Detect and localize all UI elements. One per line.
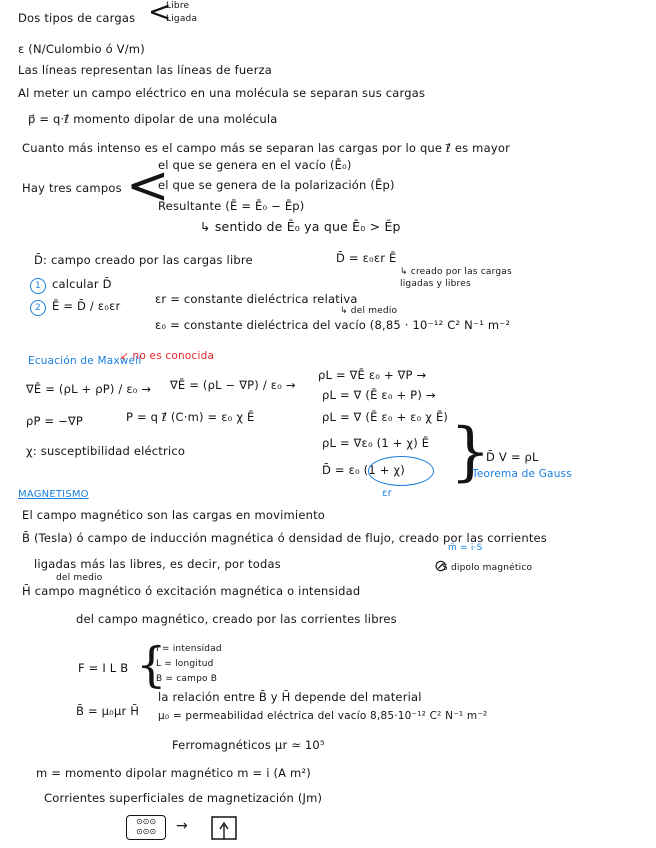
- medium-small-note: del medio: [56, 573, 103, 583]
- material-relation-line: la relación entre B̄ y H̄ depende del material: [158, 690, 422, 704]
- charge-types-brace: <: [148, 0, 172, 28]
- displacement-note: ↳ creado por las cargas ligadas y libres: [400, 267, 512, 289]
- ferromagnetic-line: Ferromagnéticos μr ≃ 10⁵: [172, 738, 325, 752]
- field-units-line: ε (N/Culombio ó V/m): [18, 42, 145, 56]
- step-1-text: calcular D̄: [52, 277, 112, 291]
- force-eq: F = I L B: [78, 661, 129, 675]
- step-1-line: [30, 277, 112, 294]
- field-lines-line: Las líneas representan las líneas de fuerza: [18, 63, 272, 77]
- h-field-source-line: del campo magnético, creado por las corrientes libres: [76, 612, 397, 626]
- step-2-text: Ē = D̄ / ε₀εr: [52, 299, 121, 313]
- force-intensity: I = intensidad: [156, 644, 222, 654]
- magnetic-induction-line: B̄ (Tesla) ó campo de inducción magnética ó densidad de flujo, creado por las corrientes: [22, 531, 547, 545]
- gauss-eq: D̄ V = ρL: [486, 450, 539, 464]
- free-charge-eq-4: ρL = ∇ε₀ (1 + χ) Ē: [322, 436, 430, 450]
- charge-free-label: Libre: [166, 1, 190, 11]
- free-charge-eq-2: ρL = ∇ (Ē ε₀ + P) →: [322, 388, 436, 402]
- force-length: L = longitud: [156, 659, 214, 669]
- surface-current-loop-icon: [206, 811, 246, 845]
- vacuum-field-line: el que se genera en el vacío (Ē₀): [158, 158, 352, 172]
- polarization-field-line: el que se genera de la polarización (Ēp): [158, 178, 395, 192]
- force-field: B = campo B: [156, 674, 218, 684]
- maxwell-eq-1: ∇Ē = (ρL + ρP) / ε₀ →: [26, 382, 152, 396]
- vacuum-permittivity-line: ε₀ = constante dieléctrica del vacío (8,85 · 10⁻¹² C² N⁻¹ m⁻²: [155, 318, 511, 332]
- field-intensity-line: Cuanto más intenso es el campo más se separan las cargas por lo que ℓ⃗ es mayor: [22, 141, 511, 155]
- force-brace: {: [136, 637, 167, 693]
- gauss-theorem-label: Teorema de Gauss: [472, 468, 572, 480]
- displacement-result: D̄ = ε₀ (1 + χ): [322, 463, 405, 477]
- magnetism-heading: MAGNETISMO: [18, 489, 89, 500]
- medium-note: ↳ del medio: [340, 306, 398, 316]
- magnetic-moment-note: m̄ = i·S: [448, 543, 483, 553]
- field-direction-line: ↳ sentido de Ē₀ ya que Ē₀ > Ēp: [200, 219, 401, 234]
- relative-permittivity-label: εr: [382, 488, 392, 499]
- dipole-row-2: ⊙⊙⊙: [135, 827, 157, 836]
- circled-term: [368, 456, 434, 486]
- bound-charge-eq: ρP = −∇P: [26, 414, 84, 428]
- free-charge-eq-1: ρL = ∇Ē ε₀ + ∇P →: [318, 368, 427, 382]
- relative-permittivity-line: εr = constante dieléctrica relativa: [155, 292, 358, 306]
- step-2-line: [30, 299, 120, 316]
- polarization-eq: P = q ℓ⃗ (C·m) = ε₀ χ Ē: [126, 410, 255, 424]
- step-2-circle: 2: [30, 300, 46, 316]
- magnetic-moment-line: m = momento dipolar magnético m = i (A m²): [36, 766, 311, 780]
- displacement-formula: D̄ = ε₀εr Ē: [336, 251, 397, 265]
- charge-types-line: Dos tipos de cargas: [18, 11, 136, 25]
- b-h-relation-eq: B̄ = μ₀μr H̄: [76, 704, 140, 718]
- magnetic-field-line: El campo magnético son las cargas en movimiento: [22, 508, 326, 522]
- surface-currents-line: Corrientes superficiales de magnetización (Jm): [44, 791, 323, 805]
- h-field-line: H̄ campo magnético ó excitación magnética o intensidad: [22, 584, 361, 598]
- dipole-grid-icon: [126, 815, 166, 840]
- maxwell-eq-2: ∇Ē = (ρL − ∇P) / ε₀ →: [170, 378, 296, 392]
- magnetic-dipole-note: S dipolo magnético: [442, 563, 533, 573]
- all-currents-line: ligadas más las libres, es decir, por todas: [34, 557, 281, 571]
- three-fields-label: Hay tres campos: [22, 181, 122, 195]
- maxwell-heading: Ecuación de Maxwell: [28, 355, 142, 367]
- charge-bound-label: Ligada: [166, 14, 198, 24]
- free-charge-eq-3: ρL = ∇ (Ē ε₀ + ε₀ χ Ē): [322, 410, 449, 424]
- resultant-field-line: Resultante (Ē = Ē₀ − Ēp): [158, 199, 305, 213]
- arrow-icon: →: [176, 818, 188, 834]
- molecule-line: Al meter un campo eléctrico en una molécula se separan sus cargas: [18, 86, 426, 100]
- dipole-moment-line: p⃗ = q·ℓ⃗ momento dipolar de una molécula: [28, 112, 278, 126]
- step-1-circle: 1: [30, 278, 46, 294]
- gauss-brace: }: [450, 415, 491, 489]
- loop-icon: ⊘: [434, 556, 448, 575]
- permeability-line: μ₀ = permeabilidad eléctrica del vacío 8,85·10⁻¹² C² N⁻¹ m⁻²: [158, 710, 488, 722]
- not-known-note: ↙ no es conocida: [120, 350, 215, 362]
- three-fields-brace: <: [126, 156, 170, 216]
- dipole-row-1: ⊙⊙⊙: [135, 817, 157, 826]
- displacement-field-line: D̄: campo creado por las cargas libre: [34, 253, 253, 267]
- susceptibility-line: χ: susceptibilidad eléctrico: [26, 444, 186, 458]
